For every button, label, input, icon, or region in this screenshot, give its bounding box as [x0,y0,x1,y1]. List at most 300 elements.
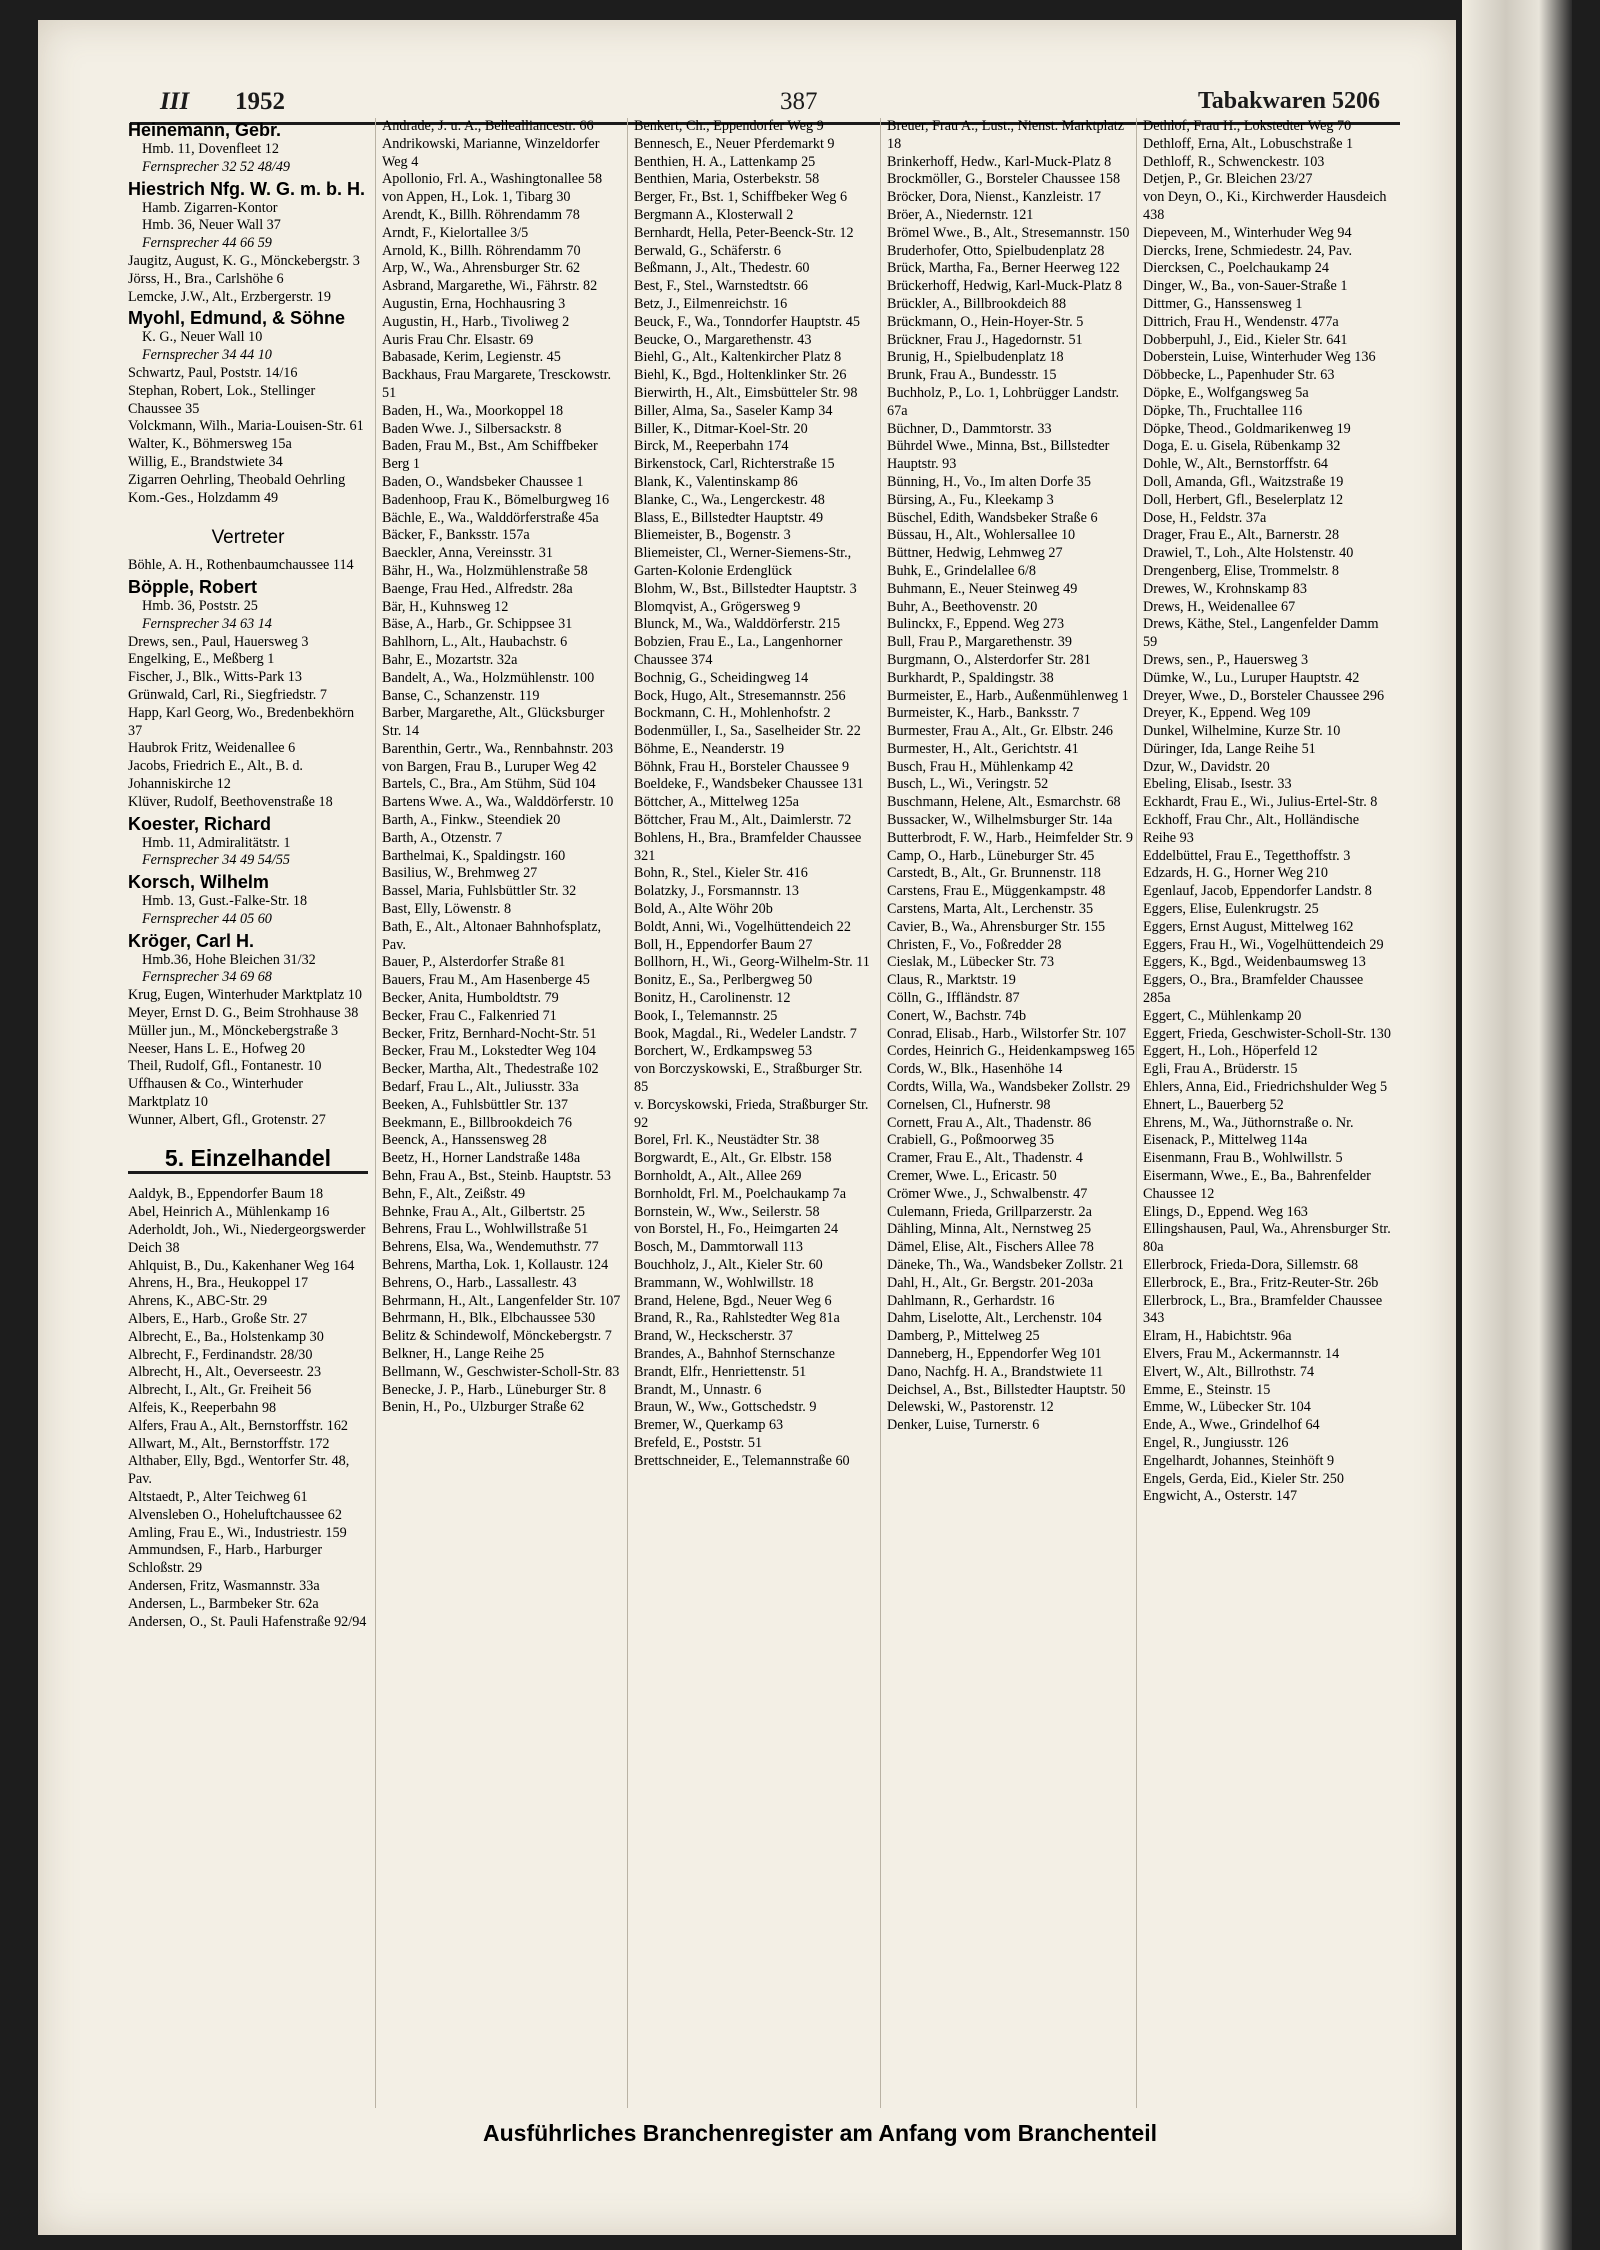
directory-entry: Engels, Gerda, Eid., Kieler Str. 250 [1143,1470,1344,1487]
directory-entry: Augustin, Erna, Hochhausring 3 [382,295,566,312]
directory-entry: Däneke, Th., Wa., Wandsbeker Zollstr. 21 [887,1257,1124,1273]
directory-entry: Edzards, H. G., Horner Weg 210 [1143,865,1328,882]
directory-entry: Ellerbrock, E., Bra., Fritz-Reuter-Str. 26b [1143,1274,1379,1291]
directory-entry: Berger, Fr., Bst. 1, Schiffbeker Weg 6 [634,189,848,206]
directory-entry: Egli, Frau A., Brüderstr. 15 [1143,1061,1298,1078]
directory-entry: Blank, K., Valentinskamp 86 [634,473,798,490]
directory-entry: Böhnk, Frau H., Borsteler Chaussee 9 [634,758,850,775]
directory-entry: Bächle, E., Wa., Walddörferstraße 45a [382,509,599,526]
directory-entry: Brunk, Frau A., Bundesstr. 15 [887,367,1057,384]
firm-address: Hmb. 36, Poststr. 25 [142,597,258,614]
directory-entry: Becker, Martha, Alt., Thedestraße 102 [382,1061,599,1078]
directory-entry: Engelking, E., Meßberg 1 [128,651,275,668]
directory-entry: Arndt, F., Kielortallee 3/5 [382,224,529,241]
directory-entry: Bauers, Frau M., Am Hasenberge 45 [382,972,590,989]
directory-entry: Ellerbrock, L., Bra., Bramfelder Chaussee 343 [1143,1292,1383,1327]
directory-entry: Biehl, K., Bgd., Holtenklinker Str. 26 [634,367,847,384]
directory-entry: Behrmann, H., Blk., Elbchaussee 530 [382,1310,596,1327]
directory-entry: Bull, Frau P., Margarethenstr. 39 [887,634,1072,651]
directory-entry: Baden Wwe. J., Silbersackstr. 8 [382,420,562,437]
directory-entry: Bartens Wwe. A., Wa., Walddörferstr. 10 [382,794,614,811]
directory-entry: Ehnert, L., Bauerberg 52 [1143,1096,1284,1113]
directory-entry: Babasade, Kerim, Legienstr. 45 [382,349,561,366]
directory-entry: Drager, Frau E., Alt., Barnerstr. 28 [1143,527,1340,544]
directory-entry: Stephan, Robert, Lok., Stellinger Chaussee 35 [128,382,316,417]
directory-entry: Brand, R., Ra., Rahlstedter Weg 81a [634,1310,840,1327]
directory-entry: Meyer, Ernst D. G., Beim Strohhause 38 [128,1005,359,1022]
directory-entry: Butterbrodt, F. W., Harb., Heimfelder Str. 9 [887,829,1133,846]
directory-entry: Boeldeke, F., Wandsbeker Chaussee 131 [634,776,864,793]
directory-entry: Backhaus, Frau Margarete, Tresckowstr. 51 [382,367,612,401]
column-1 [128,118,368,2108]
directory-entry: Deichsel, A., Bst., Billstedter Hauptstr. 50 [887,1381,1126,1398]
directory-entry: Book, I., Telemannstr. 25 [634,1007,778,1024]
directory-entry: Ellerbrock, Frieda-Dora, Sillemstr. 68 [1143,1257,1359,1273]
column-3 [627,118,879,2108]
directory-entry: Bornholdt, A., Alt., Allee 269 [634,1168,802,1185]
firm-name: Korsch, Wilhelm [128,872,269,893]
directory-entry: Aderholdt, Joh., Wi., Niedergeorgswerder Deich 38 [128,1222,366,1256]
directory-entry: Burmeister, K., Harb., Banksstr. 7 [887,705,1080,722]
firm-block [128,179,368,253]
directory-entry: Baden, H., Wa., Moorkoppel 18 [382,402,564,419]
directory-entry: Auris Frau Chr. Elsastr. 69 [382,331,534,348]
directory-entry: Brunig, H., Spielbudenplatz 18 [887,349,1064,366]
directory-entry: Cavier, B., Wa., Ahrensburger Str. 155 [887,918,1106,935]
directory-entry: Dahm, Liselotte, Alt., Lerchenstr. 104 [887,1310,1102,1327]
directory-entry: Bäse, A., Harb., Gr. Schippsee 31 [382,616,573,633]
directory-entry: Becker, Frau M., Lokstedter Weg 104 [382,1043,596,1060]
directory-entry: Bussacker, W., Wilhelmsburger Str. 14a [887,812,1113,829]
directory-entry: Elvert, W., Alt., Billrothstr. 74 [1143,1363,1315,1380]
entry-list [128,634,368,812]
directory-entry: Amling, Frau E., Wi., Industriestr. 159 [128,1524,347,1541]
directory-entry: Cords, W., Blk., Hasenhöhe 14 [887,1061,1063,1078]
directory-entry: Alvensleben O., Hoheluftchaussee 62 [128,1506,342,1523]
directory-entry: Dethlof, Frau H., Lokstedter Weg 70 [1143,118,1352,134]
directory-entry: Bruderhofer, Otto, Spielbudenplatz 28 [887,242,1105,259]
directory-entry: Döpke, E., Wolfgangsweg 5a [1143,384,1309,401]
directory-entry: Dose, H., Feldstr. 37a [1143,509,1267,526]
directory-entry: Becker, Anita, Humboldtstr. 79 [382,990,559,1007]
directory-entry: von Borstel, H., Fo., Heimgarten 24 [634,1221,839,1238]
year-label: 1952 [235,88,285,115]
directory-entry: Behrens, Martha, Lok. 1, Kollaustr. 124 [382,1257,609,1273]
directory-entry: Haubrok Fritz, Weidenallee 6 [128,740,296,757]
directory-entry: Happ, Karl Georg, Wo., Bredenbekhörn 37 [128,704,355,739]
directory-entry: Dahl, H., Alt., Gr. Bergstr. 201-203a [887,1274,1094,1291]
directory-entry: Behrens, Frau L., Wohlwillstraße 51 [382,1221,589,1238]
firm-name: Böpple, Robert [128,576,257,597]
directory-entry: Andersen, L., Barmbeker Str. 62a [128,1595,319,1612]
directory-entry: Brückler, A., Billbrookdeich 88 [887,295,1067,312]
column-4 [880,118,1135,2108]
directory-entry: Blanke, C., Wa., Lengerckestr. 48 [634,491,825,508]
directory-entry: Eggers, Elise, Eulenkrugstr. 25 [1143,901,1319,918]
directory-entry: Bonitz, H., Carolinenstr. 12 [634,990,791,1007]
directory-entry: Bartels, C., Bra., Am Stühm, Süd 104 [382,776,596,793]
directory-entry: Barth, A., Finkw., Steendiek 20 [382,812,561,829]
directory-entry: Eisenmann, Frau B., Wohlwillstr. 5 [1143,1150,1343,1167]
directory-entry: Dittmer, G., Hanssensweg 1 [1143,295,1303,312]
directory-entry: Blohm, W., Bst., Billstedter Hauptstr. 3 [634,580,857,597]
directory-entry: Blomqvist, A., Grögersweg 9 [634,598,801,615]
directory-entry: Crabiell, G., Poßmoorweg 35 [887,1132,1055,1149]
directory-entry: Eggert, C., Mühlenkamp 20 [1143,1007,1302,1024]
directory-entry: Bedarf, Frau L., Alt., Juliusstr. 33a [382,1079,579,1096]
directory-entry: Buchholz, P., Lo. 1, Lohbrügger Landstr. 67a [887,384,1120,419]
directory-entry: Dobberpuhl, J., Eid., Kieler Str. 641 [1143,331,1348,348]
directory-entry: Conert, W., Bachstr. 74b [887,1007,1027,1024]
directory-entry: Bochnig, G., Scheidingweg 14 [634,669,809,686]
directory-entry: Benthien, Maria, Osterbekstr. 58 [634,171,820,188]
directory-entry: Eisermann, Wwe., E., Ba., Bahrenfelder Chaussee 12 [1143,1168,1371,1202]
directory-entry: Brefeld, E., Poststr. 51 [634,1434,763,1451]
firm-address: Hmb. 11, Admiralitätstr. 1 [142,834,291,851]
directory-entry: Eckhoff, Frau Chr., Alt., Holländische Reihe 93 [1143,812,1360,846]
directory-entry: Barber, Margarethe, Alt., Glücksburger Str. 14 [382,705,605,740]
directory-entry: Albrecht, H., Alt., Oeverseestr. 23 [128,1364,322,1381]
directory-entry: Detjen, P., Gr. Bleichen 23/27 [1143,171,1313,188]
directory-entry: Albers, E., Harb., Große Str. 27 [128,1311,308,1328]
directory-entry: Elram, H., Habichtstr. 96a [1143,1328,1292,1345]
directory-entry: Damberg, P., Mittelweg 25 [887,1328,1040,1345]
directory-entry: Asbrand, Margarethe, Wi., Fährstr. 82 [382,278,598,295]
directory-entry: Breuer, Frau A., Lust., Nienst. Marktplatz 18 [887,118,1125,152]
directory-entry: Brammann, W., Wohlwillstr. 18 [634,1274,814,1291]
directory-entry: Dinger, W., Ba., von-Sauer-Straße 1 [1143,278,1348,295]
firm-address: K. G., Neuer Wall 10 [142,329,263,346]
directory-entry: Ellingshausen, Paul, Wa., Ahrensburger Str. 80a [1143,1221,1391,1256]
directory-entry: Buschmann, Helene, Alt., Esmarchstr. 68 [887,794,1121,811]
directory-entry: Bär, H., Kuhnsweg 12 [382,598,509,615]
directory-entry: Becker, Fritz, Bernhard-Nocht-Str. 51 [382,1025,597,1042]
directory-entry: Dreyer, Wwe., D., Borsteler Chaussee 296 [1143,687,1385,704]
directory-entry: Denker, Luise, Turnerstr. 6 [887,1417,1040,1434]
directory-entry: Dreyer, K., Eppend. Weg 109 [1143,705,1311,722]
entry-list [128,557,368,575]
directory-entry: Arp, W., Wa., Ahrensburger Str. 62 [382,260,581,277]
firm-name: Koester, Richard [128,813,272,834]
directory-entry: Drews, sen., P., Hauersweg 3 [1143,651,1309,668]
directory-entry: Busch, Frau H., Mühlenkamp 42 [887,758,1074,775]
directory-entry: Arnold, K., Billh. Röhrendamm 70 [382,242,581,259]
directory-entry: Biller, Alma, Sa., Saseler Kamp 34 [634,402,833,419]
directory-entry: Birkenstock, Carl, Richterstraße 15 [634,456,835,473]
firm-block [128,120,368,177]
directory-entry: Cramer, Frau E., Alt., Thadenstr. 4 [887,1150,1083,1167]
directory-entry: Schwartz, Paul, Poststr. 14/16 [128,364,298,381]
directory-entry: von Bargen, Frau B., Luruper Weg 42 [382,758,597,775]
directory-entry: Brinkerhoff, Hedw., Karl-Muck-Platz 8 [887,153,1112,170]
directory-entry: Theil, Rudolf, Gfl., Fontanestr. 10 [128,1058,322,1075]
directory-entry: Büchner, D., Dammtorstr. 33 [887,420,1052,437]
directory-entry: Bold, A., Alte Wöhr 20b [634,901,773,918]
directory-entry: Eggert, Frieda, Geschwister-Scholl-Str. 130 [1143,1025,1391,1042]
entry-list [128,1186,368,1631]
directory-entry: Beuck, F., Wa., Tonndorfer Hauptstr. 45 [634,313,860,330]
directory-entry: Andersen, Fritz, Wasmannstr. 33a [128,1577,320,1594]
directory-entry: Drewes, W., Krohnskamp 83 [1143,580,1307,597]
directory-entry: Lemcke, J.W., Alt., Erzbergerstr. 19 [128,288,331,305]
directory-entry: Behrens, O., Harb., Lassallestr. 43 [382,1274,577,1291]
directory-entry: Bröer, A., Niedernstr. 121 [887,206,1034,223]
directory-entry: Bohn, R., Stel., Kieler Str. 416 [634,865,808,882]
directory-entry: Beßmann, J., Alt., Thedestr. 60 [634,260,810,277]
directory-entry: Emme, W., Lübecker Str. 104 [1143,1399,1311,1416]
directory-entry: Carstedt, B., Alt., Gr. Brunnenstr. 118 [887,865,1101,882]
directory-entry: Bauer, P., Alsterdorfer Straße 81 [382,954,566,971]
directory-entry: Delewski, W., Pastorenstr. 12 [887,1399,1054,1416]
directory-entry: von Appen, H., Lok. 1, Tibarg 30 [382,189,571,206]
directory-entry: Egenlauf, Jacob, Eppendorfer Landstr. 8 [1143,883,1372,900]
directory-entry: Behrens, Elsa, Wa., Wendemuthstr. 77 [382,1239,599,1256]
directory-entry: Drews, Käthe, Stel., Langenfelder Damm 59 [1143,616,1379,651]
directory-entry: Claus, R., Marktstr. 19 [887,972,1016,989]
directory-entry: v. Borcyskowski, Frieda, Straßburger Str. 92 [634,1096,869,1131]
directory-entry: Neeser, Hans L. E., Hofweg 20 [128,1040,306,1057]
directory-entry: Diepeveen, M., Winterhuder Weg 94 [1143,224,1352,241]
directory-entry: Brückmann, O., Hein-Hoyer-Str. 5 [887,313,1084,330]
directory-entry: Bliemeister, B., Bogenstr. 3 [634,527,791,544]
entry-list [128,987,368,1129]
directory-entry: Brömel Wwe., B., Alt., Stresemannstr. 150 [887,224,1130,241]
directory-entry: Fischer, J., Blk., Witts-Park 13 [128,669,302,686]
firm-phone: Fernsprecher 34 63 14 [142,615,272,632]
page-number: 387 [780,88,818,115]
directory-entry: Bünning, H., Vo., Im alten Dorfe 35 [887,473,1091,490]
directory-entry: Bollhorn, H., Wi., Georg-Wilhelm-Str. 11 [634,954,870,971]
directory-entry: Eggers, O., Bra., Bramfelder Chaussee 285a [1143,972,1364,1007]
directory-entry: Dohle, W., Alt., Bernstorffstr. 64 [1143,456,1328,473]
directory-entry: Bähr, H., Wa., Holzmühlenstraße 58 [382,562,588,579]
directory-entry: Buhmann, E., Neuer Steinweg 49 [887,580,1078,597]
firm-phone: Fernsprecher 44 05 60 [142,910,272,927]
directory-entry: Cieslak, M., Lübecker Str. 73 [887,954,1055,971]
directory-entry: Dano, Nachfg. H. A., Brandstwiete 11 [887,1363,1104,1380]
directory-entry: Böhme, E., Neanderstr. 19 [634,740,785,757]
entry-list [128,253,368,306]
directory-entry: Eggers, K., Bgd., Weidenbaumsweg 13 [1143,954,1366,971]
directory-entry: Brettschneider, E., Telemannstraße 60 [634,1452,850,1469]
directory-entry: Andrikowski, Marianne, Winzeldorfer Weg 4 [382,135,600,170]
directory-entry: Dethloff, Erna, Alt., Lobuschstraße 1 [1143,135,1354,152]
directory-entry: Bock, Hugo, Alt., Stresemannstr. 256 [634,687,846,704]
directory-entry: Christen, F., Vo., Foßredder 28 [887,936,1062,953]
directory-entry: Dümke, W., Lu., Luruper Hauptstr. 42 [1143,669,1360,686]
directory-entry: Belitz & Schindewolf, Mönckebergstr. 7 [382,1328,612,1345]
directory-entry: Cordts, Willa, Wa., Wandsbeker Zollstr. 29 [887,1079,1131,1096]
directory-entry: Bouchholz, J., Alt., Kieler Str. 60 [634,1257,823,1273]
directory-entry: Büttner, Hedwig, Lehmweg 27 [887,545,1063,562]
directory-entry: Volckmann, Wilh., Maria-Louisen-Str. 61 [128,418,364,435]
directory-entry: Brandt, M., Unnastr. 6 [634,1381,762,1398]
directory-entry: Burmester, Frau A., Alt., Gr. Elbstr. 246 [887,723,1114,740]
directory-entry: Crömer Wwe., J., Schwalbenstr. 47 [887,1185,1088,1202]
directory-entry: Eisenack, P., Mittelweg 114a [1143,1132,1308,1149]
firm-block [128,577,368,634]
directory-entry: Burgmann, O., Alsterdorfer Str. 281 [887,651,1091,668]
directory-entry: Bührdel Wwe., Minna, Bst., Billstedter Hauptstr. 93 [887,438,1110,473]
section-heading: 5. Einzelhandel [128,1150,368,1175]
directory-entry: Baeckler, Anna, Vereinsstr. 31 [382,545,553,562]
page-edge [1462,0,1572,2250]
directory-entry: Camp, O., Harb., Lüneburger Str. 45 [887,847,1095,864]
directory-entry: Krug, Eugen, Winterhuder Marktplatz 10 [128,987,362,1004]
directory-entry: Augustin, H., Harb., Tivoliweg 2 [382,313,570,330]
directory-entry: Cremer, Wwe. L., Ericastr. 50 [887,1168,1057,1185]
directory-entry: Arendt, K., Billh. Röhrendamm 78 [382,206,580,223]
directory-entry: Albrecht, E., Ba., Holstenkamp 30 [128,1328,324,1345]
directory-entry: Doll, Herbert, Gfl., Beselerplatz 12 [1143,491,1344,508]
directory-entry: Best, F., Stel., Warnstedtstr. 66 [634,278,809,295]
directory-entry: Biller, K., Ditmar-Koel-Str. 20 [634,420,808,437]
entry-list [128,365,368,507]
directory-entry: Culemann, Frieda, Grillparzerstr. 2a [887,1203,1092,1220]
directory-entry: Brockmöller, G., Borsteler Chaussee 158 [887,171,1121,188]
directory-entry: Drengenberg, Elise, Trommelstr. 8 [1143,562,1339,579]
directory-entry: Jaugitz, August, K. G., Mönckebergstr. 3 [128,252,360,269]
directory-entry: Danneberg, H., Eppendorfer Weg 101 [887,1345,1102,1362]
directory-entry: Dittrich, Frau H., Wendenstr. 477a [1143,313,1339,330]
directory-entry: Bockmann, C. H., Mohlenhofstr. 2 [634,705,831,722]
directory-entry: Doga, E. u. Gisela, Rübenkamp 32 [1143,438,1341,455]
firm-address: Hmb. 36, Neuer Wall 37 [142,217,281,234]
directory-entry: Birck, M., Reeperbahn 174 [634,438,789,455]
directory-entry: Bornholdt, Frl. M., Poelchaukamp 7a [634,1185,847,1202]
directory-entry: Bernhardt, Hella, Peter-Beenck-Str. 12 [634,224,854,241]
firm-address: Hmb. 13, Gust.-Falke-Str. 18 [142,893,308,910]
directory-entry: Döpke, Theod., Goldmarikenweg 19 [1143,420,1351,437]
directory-entry: Böhle, A. H., Rothenbaumchaussee 114 [128,557,354,574]
directory-entry: Bolatzky, J., Forsmannstr. 13 [634,883,799,900]
firm-block [128,872,368,929]
directory-entry: Allwart, M., Alt., Bernstorffstr. 172 [128,1435,330,1452]
directory-entry: Grünwald, Carl, Ri., Siegfriedstr. 7 [128,686,327,703]
directory-entry: Cornelsen, Cl., Hufnerstr. 98 [887,1096,1051,1113]
directory-entry: Ehrens, M., Wa., Jüthornstraße o. Nr. [1143,1114,1354,1131]
directory-entry: Düringer, Ida, Lange Reihe 51 [1143,740,1316,757]
firm-address: Hmb.36, Hohe Bleichen 31/32 [142,951,316,968]
directory-entry: Drawiel, T., Loh., Alte Holstenstr. 40 [1143,545,1354,562]
firm-name: Heinemann, Gebr. [128,120,282,140]
directory-entry: Dunkel, Wilhelmine, Kurze Str. 10 [1143,723,1341,740]
directory-entry: Andrade, J. u. A., Bellealliancestr. 66 [382,118,594,134]
firm-phone: Fernsprecher 34 69 68 [142,969,272,986]
directory-entry: Cornett, Frau A., Alt., Thadenstr. 86 [887,1114,1092,1131]
directory-entry: Ende, A., Wwe., Grindelhof 64 [1143,1417,1320,1434]
firm-block [128,931,368,988]
directory-entry: Borel, Frl. K., Neustädter Str. 38 [634,1132,820,1149]
directory-entry: Abel, Heinrich A., Mühlenkamp 16 [128,1204,330,1221]
directory-entry: Benin, H., Po., Ulzburger Straße 62 [382,1399,585,1416]
directory-entry: Büschel, Edith, Wandsbeker Straße 6 [887,509,1098,526]
firm-phone: Fernsprecher 44 66 59 [142,235,272,252]
directory-entry: Apollonio, Frl. A., Washingtonallee 58 [382,171,603,188]
directory-entry: Willig, E., Brandstwiete 34 [128,453,283,470]
directory-entry: Ahrens, K., ABC-Str. 29 [128,1293,268,1310]
directory-entry: Bosch, M., Dammtorwall 113 [634,1239,803,1256]
directory-entry: Baenge, Frau Hed., Alfredstr. 28a [382,580,573,597]
directory-entry: Berwald, G., Schäferstr. 6 [634,242,781,259]
directory-entry: Beekmann, E., Billbrookdeich 76 [382,1114,572,1131]
directory-entry: Boldt, Anni, Wi., Vogelhüttendeich 22 [634,918,851,935]
directory-entry: Benecke, J. P., Harb., Lüneburger Str. 8 [382,1381,606,1398]
directory-entry: Brandt, Elfr., Henriettenstr. 51 [634,1363,807,1380]
directory-entry: Book, Magdal., Ri., Wedeler Landstr. 7 [634,1025,857,1042]
directory-entry: Burmester, H., Alt., Gerichtstr. 41 [887,740,1079,757]
firm-phone: Fernsprecher 32 52 48/49 [142,158,291,175]
directory-entry: Behnke, Frau A., Alt., Gilbertstr. 25 [382,1203,585,1220]
directory-entry: Döpke, Th., Fruchtallee 116 [1143,402,1303,419]
directory-entry: Klüver, Rudolf, Beethovenstraße 18 [128,793,333,810]
volume-label: III [160,88,190,115]
directory-entry: Bath, E., Alt., Altonaer Bahnhofsplatz, Pav. [382,918,602,953]
directory-entry: Diercksen, C., Poelchaukamp 24 [1143,260,1329,277]
directory-entry: Carstens, Marta, Alt., Lerchenstr. 35 [887,901,1094,918]
directory-entry: Dahlmann, R., Gerhardstr. 16 [887,1292,1055,1309]
directory-entry: Bürsing, A., Fu., Kleekamp 3 [887,491,1054,508]
directory-entry: Bulinckx, F., Eppend. Weg 273 [887,616,1065,633]
directory-entry: Banse, C., Schanzenstr. 119 [382,687,540,704]
column-5 [1136,118,1393,2108]
directory-entry: Eggers, Frau H., Wi., Vogelhüttendeich 29 [1143,936,1384,953]
directory-entry: Bodenmüller, I., Sa., Saselheider Str. 22 [634,723,861,740]
directory-entry: Althaber, Elly, Bgd., Wentorfer Str. 48, Pav. [128,1453,350,1488]
directory-entry: Brandes, A., Bahnhof Sternschanze [634,1345,835,1362]
directory-entry: Böttcher, Frau M., Alt., Daimlerstr. 72 [634,812,852,829]
directory-entry: Cordes, Heinrich G., Heidenkampsweg 165 [887,1043,1135,1060]
directory-entry: Bohlens, H., Bra., Bramfelder Chaussee 321 [634,829,862,864]
directory-entry: Böttcher, A., Mittelweg 125a [634,794,799,811]
directory-entry: Walter, K., Böhmersweg 15a [128,436,292,453]
directory-entry: Eggert, H., Loh., Höperfeld 12 [1143,1043,1318,1060]
column-2 [375,118,627,2108]
directory-entry: Benthien, H. A., Lattenkamp 25 [634,153,816,170]
directory-entry: Elvers, Frau M., Ackermannstr. 14 [1143,1345,1340,1362]
directory-entry: Burkhardt, P., Spaldingstr. 38 [887,669,1054,686]
firm-name: Hiestrich Nfg. W. G. m. b. H. [128,178,366,199]
directory-entry: Bäcker, F., Banksstr. 157a [382,527,530,544]
directory-entry: Blass, E., Billstedter Hauptstr. 49 [634,509,824,526]
directory-entry: Behn, F., Alt., Zeißstr. 49 [382,1185,526,1202]
firm-line: Hamb. Zigarren-Kontor [142,199,278,216]
directory-entry: Uffhausen & Co., Winterhuder Marktplatz 10 [128,1076,304,1111]
directory-entry: Beucke, O., Margarethenstr. 43 [634,331,812,348]
directory-entry: Biehl, G., Alt., Kaltenkircher Platz 8 [634,349,842,366]
directory-entry: Borgwardt, E., Alt., Gr. Elbstr. 158 [634,1150,832,1167]
directory-entry: Brück, Martha, Fa., Berner Heerweg 122 [887,260,1120,277]
directory-entry: Engel, R., Jungiusstr. 126 [1143,1434,1289,1451]
directory-entry: Engelhardt, Johannes, Steinhöft 9 [1143,1452,1335,1469]
directory-entry: Eddelbüttel, Frau E., Tegetthoffstr. 3 [1143,847,1351,864]
directory-entry: Brückerhoff, Hedwig, Karl-Muck-Platz 8 [887,278,1122,295]
subheading-vertreter: Vertreter [211,527,285,549]
directory-entry: Barth, A., Otzenstr. 7 [382,829,503,846]
directory-entry: Ahrens, H., Bra., Heukoppel 17 [128,1275,309,1292]
directory-entry: Wunner, Albert, Gfl., Grotenstr. 27 [128,1111,326,1128]
directory-entry: Ebeling, Elisab., Isestr. 33 [1143,776,1292,793]
directory-entry: Dämel, Elise, Alt., Fischers Allee 78 [887,1239,1094,1256]
directory-entry: Alfeis, K., Reeperbahn 98 [128,1400,277,1417]
directory-entry: Büssau, H., Alt., Wohlersallee 10 [887,527,1076,544]
directory-entry: Alfers, Frau A., Alt., Bernstorffstr. 162 [128,1417,349,1434]
directory-entry: Beetz, H., Horner Landstraße 148a [382,1150,581,1167]
directory-entry: Burmeister, E., Harb., Außenmühlenweg 1 [887,687,1129,704]
directory-entry: Conrad, Elisab., Harb., Wilstorfer Str. 107 [887,1025,1127,1042]
directory-entry: Busch, L., Wi., Veringstr. 52 [887,776,1049,793]
directory-entry: Altstaedt, P., Alter Teichweg 61 [128,1489,308,1505]
